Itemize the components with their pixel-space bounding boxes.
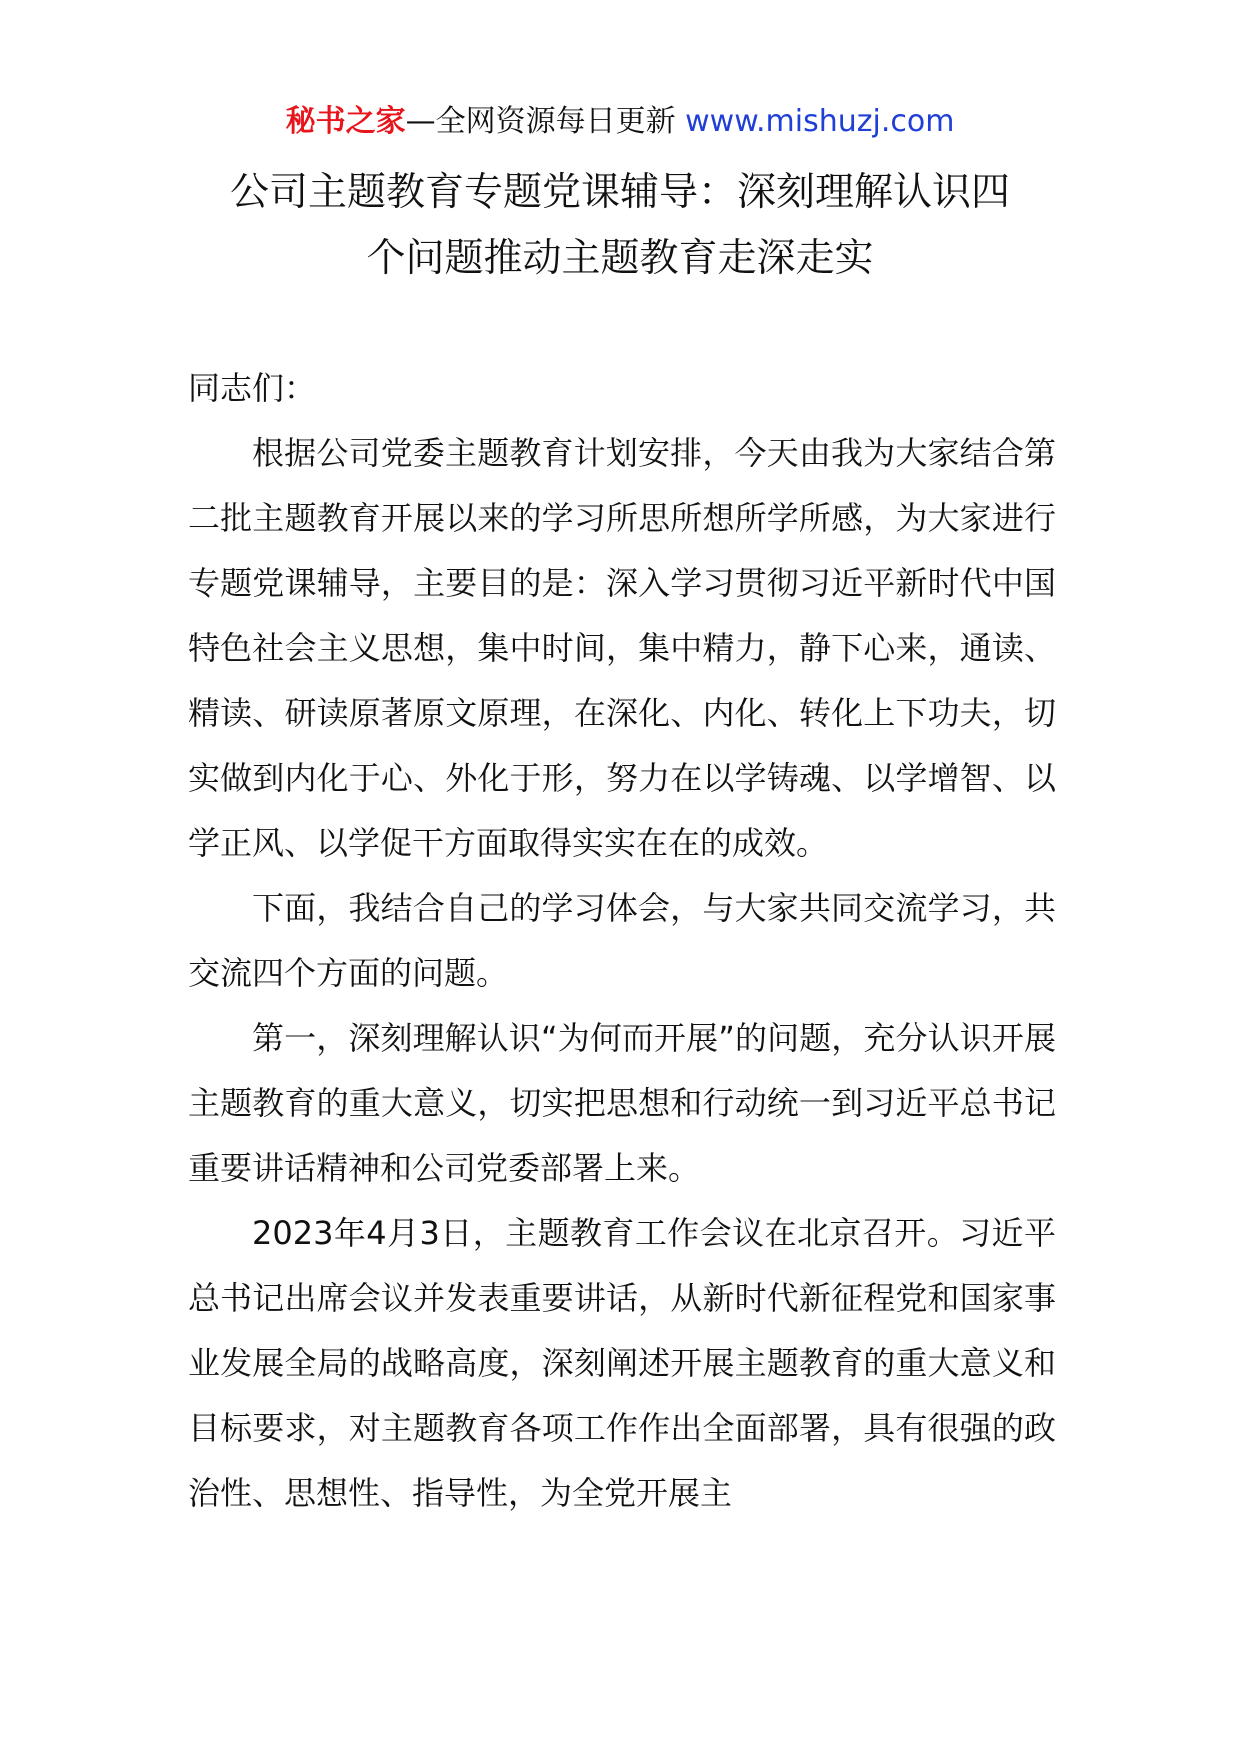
paragraph-intro: 根据公司党委主题教育计划安排，今天由我为大家结合第二批主题教育开展以来的学习所思所想所学所感，为大家进行专题党课辅导，主要目的是：深入学习贯彻习近平新时代中国特色社会主义思想，集中时间，集中精力，静下心来，通读、精读、研读原著原文原理，在深化、内化、转化上下功夫，切实做到内化于心、外化于形，努力在以学铸魂、以学增智、以学正风、以学促干方面取得实实在在的成效。 — [188, 434, 1056, 862]
banner-brand: 秘书之家 — [285, 104, 406, 139]
paragraph-section-one-heading: 第一，深刻理解认识“为何而开展”的问题，充分认识开展主题教育的重大意义，切实把思想和行动统一到习近平总书记重要讲话精神和公司党委部署上来。 — [188, 1019, 1056, 1187]
paragraph-overview: 下面，我结合自己的学习体会，与大家共同交流学习，共交流四个方面的问题。 — [188, 889, 1056, 992]
paragraph-section-one-body: 2023年4月3日，主题教育工作会议在北京召开。习近平总书记出席会议并发表重要讲话，从新时代新征程党和国家事业发展全局的战略高度，深刻阐述开展主题教育的重大意义和目标要求，对主题教育各项工作作出全面部署，具有很强的政治性、思想性、指导性，为全党开展主 — [188, 1214, 1056, 1512]
banner-tagline: —全网资源每日更新 — [405, 104, 686, 139]
document-title — [180, 160, 1060, 292]
watermark-banner — [0, 100, 1240, 144]
title-line-2: 个问题推动主题教育走深走实 — [366, 236, 874, 281]
banner-url-link[interactable]: www.mishuzj.com — [685, 104, 955, 139]
document-body — [188, 356, 1056, 1526]
title-line-1: 公司主题教育专题党课辅导：深刻理解认识四 — [229, 170, 1010, 215]
salutation: 同志们： — [188, 369, 317, 407]
